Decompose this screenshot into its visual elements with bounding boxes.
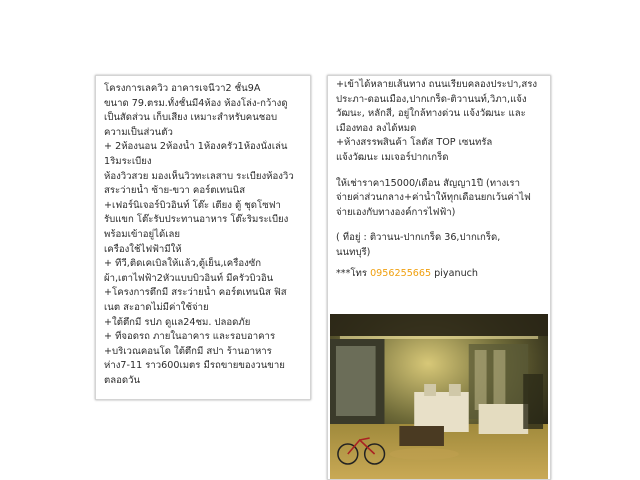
description-line: สระว่ายน้ำ ซ้าย-ขวา คอร์ตเทนนิส xyxy=(104,185,246,197)
right-text-block xyxy=(336,78,544,261)
description-line: +บริเวณคอนโด ใต้ตึกมี สปา ร้านอาหาร xyxy=(104,345,272,357)
description-line: รับแขก โต๊ะรับประทานอาหาร โต๊ะริมระเบียง xyxy=(104,214,289,226)
description-line: +โครงการตึกมี สระว่ายน้ำ คอร์ตเทนนิส ฟิส xyxy=(104,287,287,299)
blank-line xyxy=(336,166,544,177)
description-line: + 2ห้องนอน 2ห้องน้ำ 1ห้องครัว1ห้องนั่งเล่น xyxy=(104,141,288,153)
description-line: ( ที่อยู่ : ติวานน-ปากเกร็ด 36,ปากเกร็ด, xyxy=(336,232,501,244)
contact-name: piyanuch xyxy=(431,267,479,279)
description-line: แจ้งวัฒนะ เมเจอร์ปากเกร็ด xyxy=(336,151,449,163)
phone-number[interactable]: 0956255665 xyxy=(370,267,432,279)
description-line: +ใต้ตึกมี รปภ ดูแล24ชม. ปลอดภัย xyxy=(104,316,251,328)
description-line: พร้อมเข้าอยู่ได้เลย xyxy=(104,228,181,240)
description-line: จ่ายเองกับทางองค์การไฟฟ้า) xyxy=(336,206,456,218)
description-line: ผ้า,เตาไฟฟ้า2หัวแบบบิวอินท์ มีครัวบิวอิน xyxy=(104,272,274,284)
description-panel-left xyxy=(95,75,311,400)
contact-line xyxy=(336,267,544,282)
description-line: + ทีวี,ติดเคเบิลให้แล้ว,ตู้เย็น,เครื่องซัก xyxy=(104,258,262,270)
description-line: วัฒนะ, หลักสี่, อยู่ใกล้ทางด่วน แจ้งวัฒนะ และ xyxy=(336,108,526,120)
description-line: +เฟอร์นิเจอร์บิวอินท์ โต๊ะ เตียง ตู้ ชุดโซฟา xyxy=(104,199,281,211)
description-line: เป็นสัดส่วน เก็บเสียง เหมาะสำหรับคนชอบ xyxy=(104,112,278,124)
description-line: 1ริมระเบียง xyxy=(104,155,152,167)
description-line: ห้องวิวสวย มองเห็นวิวทะเลสาบ ระเบียงห้องวิว xyxy=(104,170,294,182)
description-line: +ห้างสรรพสินค้า โลตัส TOP เซนทรัล xyxy=(336,137,493,149)
description-line: ให้เช่าราคา15000/เดือน สัญญา1ปี (ทางเรา xyxy=(336,177,520,189)
description-line: ตลอดวัน xyxy=(104,374,141,386)
description-line: ห่าง7-11 ราว600เมตร มีรถขายของวนขาย xyxy=(104,360,285,372)
contact-prefix: ***โทร xyxy=(336,267,371,279)
description-line: นนทบุรี) xyxy=(336,246,371,258)
description-line: เนต สะอาดไม่มีค่าใช้จ่าย xyxy=(104,301,209,313)
description-line: จ่ายค่าส่วนกลาง+ค่าน้ำให้ทุกเดือนยกเว้นค่าไฟ xyxy=(336,192,531,204)
living-room-photo xyxy=(330,314,548,479)
description-panel-right xyxy=(327,75,551,480)
description-line: ความเป็นส่วนตัว xyxy=(104,126,173,138)
description-line: เมืองทอง ลงได้หมด xyxy=(336,122,417,134)
description-line: เครื่องใช้ไฟฟ้ามีให้ xyxy=(104,243,182,255)
description-line: โครงการเลควิว อาคารเจนีวา2 ชั้น9A xyxy=(104,83,261,94)
blank-line xyxy=(336,220,544,231)
living-room-photo-image xyxy=(330,314,548,479)
description-line: +เข้าได้หลายเส้นทาง ถนนเรียบคลองประปา,สรง xyxy=(336,79,538,90)
left-text-block xyxy=(104,82,304,388)
description-line: + ที่จอดรถ ภายในอาคาร และรอบอาคาร xyxy=(104,331,276,343)
description-line: ประภา-ดอนเมือง,ปากเกร็ด-ติวานนท์,วิภา,แจ้ง xyxy=(336,93,527,105)
description-line: ขนาด 79.ตรม.ทั้งชั้นมี4ห้อง ห้องโล่ง-กว้างดู xyxy=(104,97,288,109)
